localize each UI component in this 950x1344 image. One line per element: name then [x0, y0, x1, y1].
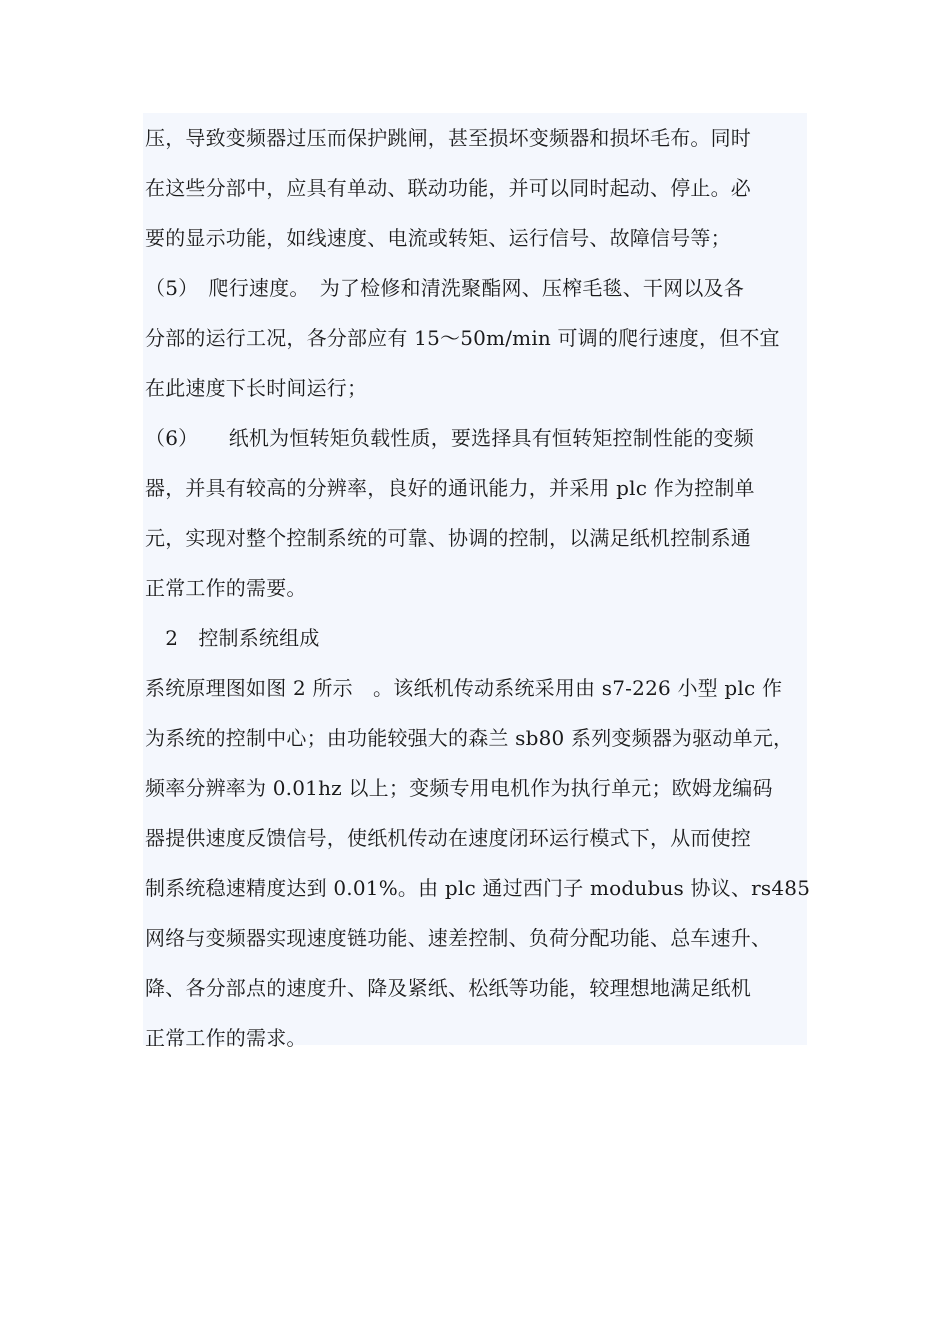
text-line: 制系统稳速精度达到 0.01%。由 plc 通过西门子 modubus 协议、rs485 [145, 876, 811, 900]
section-heading: 2 控制系统组成 [145, 626, 320, 650]
text-line: 降、各分部点的速度升、降及紧纸、松纸等功能，较理想地满足纸机 [145, 976, 751, 1000]
text-line: 在这些分部中，应具有单动、联动功能，并可以同时起动、停止。必 [145, 176, 751, 200]
text-line: 为系统的控制中心；由功能较强大的森兰 sb80 系列变频器为驱动单元， [145, 726, 794, 750]
text-line: （6） 纸机为恒转矩负载性质，要选择具有恒转矩控制性能的变频 [145, 426, 754, 450]
text-line: 分部的运行工况，各分部应有 15～50m/min 可调的爬行速度，但不宜 [145, 326, 780, 350]
text-block [143, 113, 811, 1050]
text-line: 器，并具有较高的分辨率，良好的通讯能力，并采用 plc 作为控制单 [145, 476, 755, 500]
text-line: 压，导致变频器过压而保护跳闸，甚至损坏变频器和损坏毛布。同时 [145, 126, 751, 150]
text-line: 系统原理图如图 2 所示 。该纸机传动系统采用由 s7-226 小型 plc 作 [145, 676, 783, 700]
text-line: 在此速度下长时间运行； [145, 376, 368, 400]
text-line: 正常工作的需求。 [145, 1026, 307, 1050]
text-line: （5） 爬行速度。 为了检修和清洗聚酯网、压榨毛毯、干网以及各 [145, 276, 744, 300]
text-line: 正常工作的需要。 [145, 576, 307, 600]
text-line: 器提供速度反馈信号，使纸机传动在速度闭环运行模式下，从而使控 [145, 826, 751, 850]
text-line: 要的显示功能，如线速度、电流或转矩、运行信号、故障信号等； [145, 226, 731, 250]
text-line: 频率分辨率为 0.01hz 以上；变频专用电机作为执行单元；欧姆龙编码 [145, 776, 773, 800]
text-line: 元，实现对整个控制系统的可靠、协调的控制，以满足纸机控制系通 [145, 526, 751, 550]
text-line: 网络与变频器实现速度链功能、速差控制、负荷分配功能、总车速升、 [145, 926, 772, 950]
